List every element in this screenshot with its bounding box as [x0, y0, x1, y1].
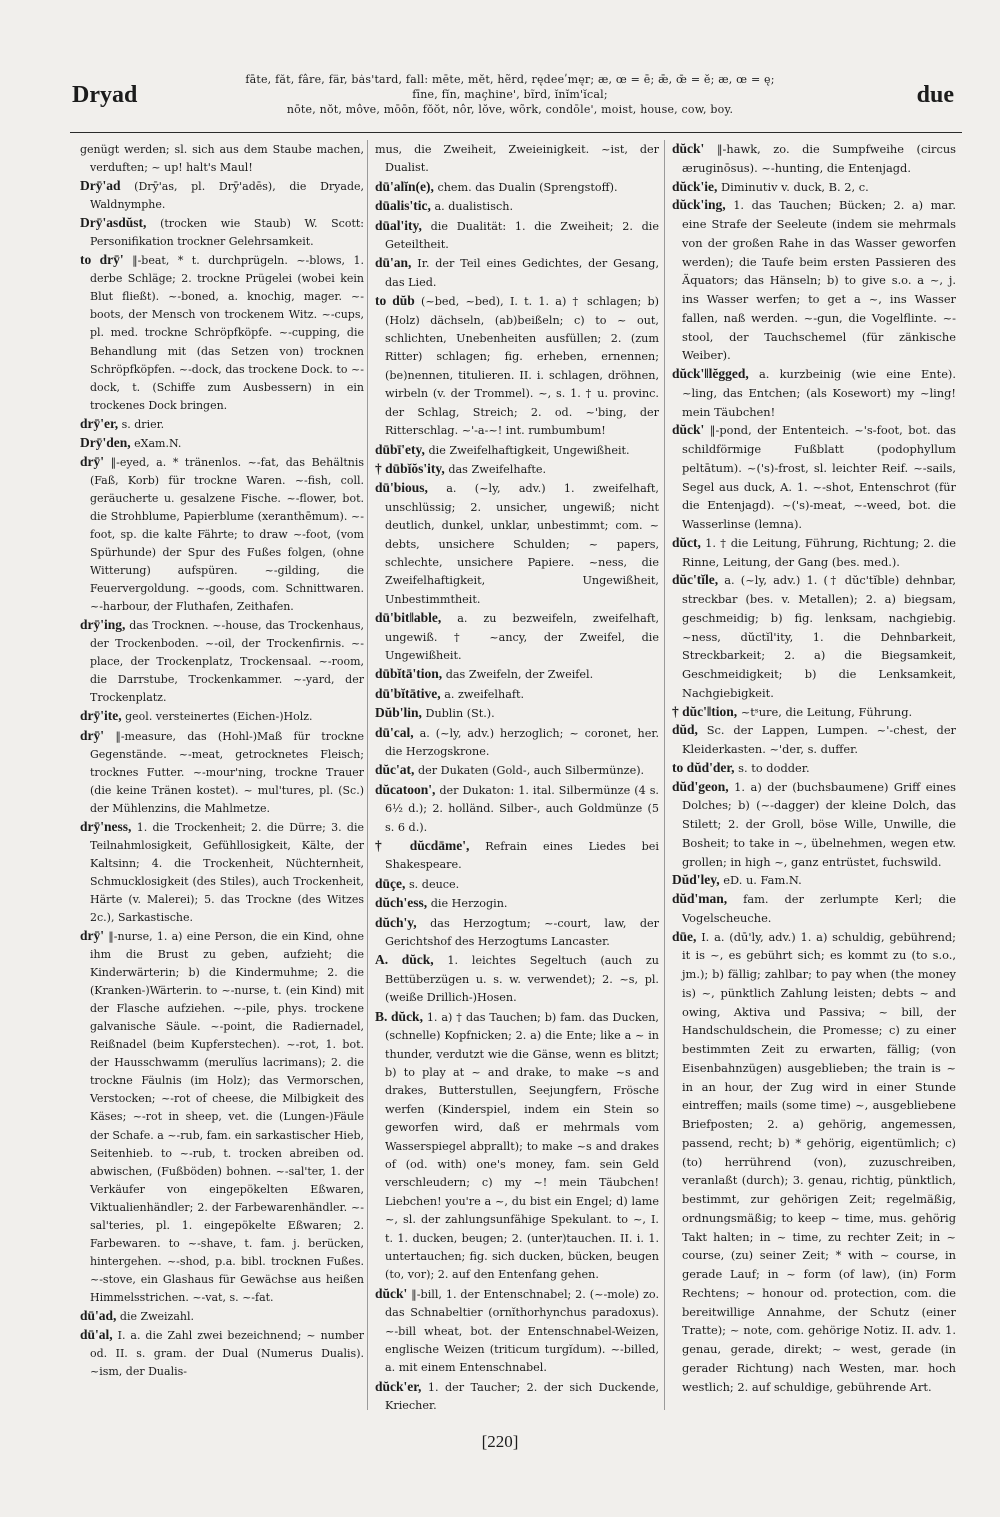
entry-definition: I. a. die Zahl zwei bezeichnend; ~ number od. II. s. gram. der Dual (Numerus Dualis). ~ism, der Dualis- [90, 1329, 365, 1379]
entry-headword: drȳ'er, [80, 415, 119, 431]
entry-headword: dŭck'ie, [672, 178, 718, 194]
dictionary-entry [375, 914, 659, 952]
entry-headword: dū'ad, [80, 1308, 117, 1323]
dictionary-entry [375, 951, 659, 1007]
dictionary-entry [375, 761, 659, 780]
entry-definition: Ir. der Teil eines Gedichtes, der Gesang, das Lied. [385, 257, 660, 289]
entry-headword: dūbĭtā'tion, [375, 666, 443, 682]
dictionary-entry [80, 927, 364, 1307]
entry-definition: 1. † die Leitung, Führung, Richtung; 2. die Rinne, Leitung, der Gang (bes. med.). [682, 535, 957, 569]
entry-definition: a. (~ly, adv.) 1. zweifelhaft, unschlüssig; 2. unsicher, ungewiß; nicht deutlich, dunkel, unklar, unbestimmt; com. ~ debts, unsichere Schulden; ~ papers, schlechte, unsichere Papiere. ~ness, die Zweifelhaftigkeit, Ungewißheit, Unbestimmtheit. [385, 482, 659, 606]
dictionary-entry [672, 178, 956, 197]
entry-definition: 1. leichtes Segeltuch (auch zu Bettüberzügen u. s. w. verwendet); 2. ~s, pl. (weiße Drillich-)Hosen. [385, 954, 659, 1005]
dictionary-entry [80, 453, 364, 616]
dictionary-entry [80, 140, 364, 177]
column-right [672, 140, 956, 1396]
entry-definition: das Herzogtum; ~-court, law, der Gerichtshof des Herzogtums Lancaster. [385, 916, 659, 949]
entry-headword: † dŭc'‖tion, [672, 703, 738, 719]
entry-definition: s. to dodder. [738, 760, 810, 775]
entry-definition: ‖-bill, 1. der Entenschnabel; 2. (~-mole) zo. das Schnabeltier (ornĭthorhynchus paradoxus). ~-bill wheat, bot. der Entenschnabel-Weizen, englische Weizen (triticum turgĭdum). ~-billed, a. mit einem Entenschnabel. [385, 1287, 659, 1375]
entry-definition: 1. die Trockenheit; 2. die Dürre; 3. die Teilnahmlosigkeit, Gefühllosigkeit, Kälte, der Kaltsinn; 4. die Trockenheit, Nüchternheit, Schmucklosigkeit (des Stiles), auch Trockenheit, Härte (v. Malerei); 5. das Trockne (des Witzes 2c.), Sarkastische. [90, 820, 365, 924]
dictionary-entry [375, 894, 659, 913]
entry-headword: dūbī'ety, [375, 441, 425, 457]
entry-definition: ‖-hawk, zo. die Sumpfweihe (circus æruginōsus). ~-hunting, die Entenjagd. [682, 142, 957, 175]
pronunciation-key [230, 72, 790, 117]
entry-headword: dū'bĭtātive, [375, 685, 441, 701]
entry-headword: to dŭb [375, 293, 415, 309]
entry-headword: drȳ' [80, 453, 105, 469]
dictionary-entry [80, 727, 364, 818]
dictionary-entry [672, 721, 956, 759]
entry-definition: ‖-beat, * t. durchprügeln. ~-blows, 1. derbe Schläge; 2. trockne Prügelei (wobei kein Blut fließt). ~-boned, a. knochig, mager. ~-boots, der Mensch von trockenem Witz. ~-cups, pl. med. trockne Schröpfköpfe. ~-cupping, die Behandlung mit (das Setzen von) trocknen Schröpfköpfen. ~-dock, das trockene Dock. to ~-dock, t. (Schiffe zum Ausbessern) in ein trockenes Dock bringen. [90, 254, 364, 412]
entry-headword: dū'bit‖able, [375, 610, 442, 626]
entry-headword: dū'bious, [375, 480, 428, 496]
dictionary-entry [375, 197, 659, 216]
dictionary-entry [375, 875, 659, 894]
dictionary-entry [375, 1285, 659, 1378]
dictionary-entry [672, 928, 956, 1397]
column-divider [367, 140, 368, 1410]
entry-definition: 1. a) der (buchsbaumene) Griff eines Dolches; b) (~-dagger) der kleine Dolch, das Stilett; 2. der Groll, böse Wille, Unwille, die Bosheit; to take in ~, übelnehmen, wegen etw. grollen; in high ~, ganz entrüstet, fuchswild. [682, 779, 956, 869]
entry-definition: die Dualität: 1. die Zweiheit; 2. die Geteiltheit. [385, 219, 659, 252]
entry-headword: dŭck'er, [375, 1378, 422, 1394]
dictionary-entry [375, 1008, 659, 1285]
entry-definition: der Dukaten (Gold-, auch Silbermünze). [417, 764, 645, 778]
pronunciation-key-line: fāte, făt, fâre, fär, bȧs'tard, fall: mēte, mĕt, hẽrd, rędeeʹmęr; æ, œ = ē; ǣ, œ̄ = ĕ; æ, œ = ę; [245, 73, 775, 86]
entry-definition: ~tˢure, die Leitung, Führung. [740, 704, 913, 719]
entry-definition: eD. u. Fam.N. [723, 873, 802, 888]
dictionary-entry [672, 571, 956, 702]
entry-headword: Drȳ'asdŭst, [80, 215, 147, 231]
dictionary-entry [672, 196, 956, 365]
dictionary-entry [375, 1378, 659, 1416]
column-middle [375, 140, 659, 1416]
entry-definition: 1. a) † das Tauchen; b) fam. das Ducken, (schnelle) Kopfnicken; 2. a) die Ente; like a ~ in thunder, verdutzt wie die Gänse, wenn es blitzt; b) to play at ~ and drake, to make ~s and drakes, Butterstullen, Seejungfern, Frösche werfen (Kinderspiel, indem ein Stein so geworfen wird, daß er mehrmals vom Wasserspiegel abprallt); to make ~s and drakes of (od. with) one's money, fam. sein Geld verschleudern; c) my ~! mein Täubchen! Liebchen! you're a ~, du bist ein Engel; d) lame ~, sl. der zahlungsunfähige Spekulant. to ~, I. t. 1. ducken, beugen; 2. (unter)tauchen. II. i. 1. untertauchen; fig. sich ducken, bücken, beugen (to, vor); 2. auf den Entenfang gehen. [385, 1010, 659, 1282]
entry-headword: B. dŭck, [375, 1008, 423, 1024]
entry-definition: a. (~ly, adv.) herzoglich; ~ coronet, her. die Herzogskrone. [385, 726, 659, 758]
entry-headword: dŭck'‖lĕgged, [672, 366, 749, 381]
dictionary-entry [672, 140, 956, 178]
entry-definition: s. deuce. [408, 877, 460, 891]
entry-headword: dŭc'tĭle, [672, 572, 719, 588]
entry-headword: dŭck' [375, 1285, 408, 1301]
dictionary-entry [375, 781, 659, 837]
pronunciation-key-line: nōte, nŏt, môve, mōōn, fŏŏt, nôr, lŏve, wõrk, condōle', moist, house, cow, boy. [286, 103, 734, 116]
entry-definition: a. zweifelhaft. [444, 687, 525, 701]
entry-headword: Drȳ'den, [80, 434, 131, 450]
entry-definition: I. a. (dū'ly, adv.) 1. a) schuldig, gebührend; it is ~, es gebührt sich; es kommt zu (to s.o., jm.); b) fällig; zahlbar; to pay when (the money is) ~, pünktlich Zahlung leisten; debts ~ and owing, Aktiva und Passiva; ~ bill, der Handschuldschein, die Promesse; c) zu einer bestimmten Zeit zu erwarten, fällig; (von Eisenbahnzügen) ausgeblieben; the train is ~ in an hour, der Zug wird in einer Stunde eintreffen; mails (some time) ~, ausgebliebene Briefposten; 2. a) gehörig, angemessen, passend, recht; b) * gehörig, eigentümlich; c) (to) herrührend (von), zuzuschreiben, veranlaßt (durch); 3. genau, richtig, pünktlich, bestimmt, zur gehörigen Zeit; regelmäßig, ordnungsmäßig; to keep ~ time, mus. gehörig Takt halten; in ~ time, zu rechter Zeit; in ~ course, (zu) seiner Zeit; * with ~ course, in gerade Lauf; in ~ form (of law), (in) Form Rechtens; ~ honour od. protection, com. die bereitwillige Annahme, der Schutz (einer Tratte); ~ note, com. gehörige Notiz. II. adv. 1. genau, gerade, direkt; ~ west, gerade (in gerader Richtung) nach Westen, mar. hoch westlich; 2. auf schuldige, gebührende Art. [682, 929, 956, 1394]
entry-definition: ‖-eyed, a. * tränenlos. ~-fat, das Behältnis (Faß, Korb) für trockne Waren. ~-fish, coll. geräucherte u. gesalzene Fische. ~-flower, bot. die Strohblume, Papierblume (xeranthēmum). ~-foot, sp. die kalte Fährte; to draw ~-foot, (vom Spürhunde) der Spur des Fußes folgen, (ohne Witterung) aufspüren. ~-gilding, die Feuervergoldung. ~-goods, com. Schnittwaren. ~-harbour, der Fluthafen, Zeithafen. [90, 455, 364, 614]
entry-definition: 1. der Taucher; 2. der sich Duckende, Kriecher. [385, 1380, 659, 1413]
entry-headword: Dŭd'ley, [672, 872, 720, 888]
entry-definition: (Drȳ'as, pl. Drȳ'adēs), die Dryade, Waldnymphe. [90, 180, 364, 212]
entry-headword: drȳ' [80, 928, 105, 944]
dictionary-entry [375, 217, 659, 255]
dictionary-entry [80, 616, 364, 707]
entry-definition: genügt werden; sl. sich aus dem Staube machen, verduften; ~ up! halt's Maul! [80, 143, 364, 175]
entry-headword: to dŭd'der, [672, 759, 735, 775]
entry-headword: dŭct, [672, 534, 701, 550]
dictionary-entry [375, 665, 659, 684]
entry-headword: Dŭb'lin, [375, 705, 422, 721]
dictionary-entry [375, 254, 659, 292]
entry-definition: 1. das Tauchen; Bücken; 2. a) mar. eine Strafe der Seeleute (indem sie mehrmals von der großen Rahe in das Wasser geworfen werden); die Taufe beim ersten Passieren des Äquators; das Hänseln; b) to give s.o. a ~, j. ins Wasser werfen; to get a ~, ins Wasser fallen, naß werden. ~-gun, die Vogelflinte. ~-stool, der Tauchschemel (für zänkische Weiber). [682, 198, 956, 363]
entry-headword: dŭck' [672, 141, 705, 156]
entry-headword: dūal'ity, [375, 217, 422, 233]
dictionary-entry [80, 251, 364, 414]
entry-definition: (~bed, ~bed), I. t. 1. a) † schlagen; b) (Holz) dächseln, (ab)beißeln; c) to ~ out, schlichten, Unebenheiten ausfüllen; 2. (zum Ritter) schlagen; fig. erheben, ernennen; (be)nennen, titulieren. II. i. schlagen, dröhnen, wirbeln (v. der Trommel). ~, s. 1. † u. provinc. der Schlag, Streich; 2. od. ~'bing, der Ritterschlag. ~'-a-~! int. rumbumbum! [385, 295, 659, 438]
dictionary-entry [80, 214, 364, 251]
dictionary-entry [672, 759, 956, 778]
dictionary-entry [672, 778, 956, 872]
entry-definition: chem. das Dualin (Sprengstoff). [437, 180, 618, 194]
entry-definition: fam. der zerlumpte Kerl; die Vogelscheuche. [682, 892, 956, 925]
entry-definition: die Zweizahl. [119, 1310, 195, 1323]
page-number: [220] [481, 1432, 519, 1451]
entry-definition: Refrain eines Liedes bei Shakespeare. [385, 840, 660, 872]
dictionary-entry [375, 441, 659, 460]
entry-headword: dŭd, [672, 722, 698, 738]
pronunciation-key-line: fīne, fĭn, maçhine', bĩrd, ĭnĭm'ĭcal; [412, 88, 608, 101]
dictionary-entry [375, 292, 659, 440]
entry-definition: ‖-pond, der Ententeich. ~'s-foot, bot. das schildförmige Fußblatt (podophyllum peltātum). ~('s)-frost, sl. leichter Reif. ~-sails, Segel aus duck, A. 1. ~-shot, Entenschrot (für die Entenjagd). ~('s)-meat, ~-weed, bot. die Wasserlinse (lemna). [682, 423, 957, 531]
header-rule [70, 132, 962, 133]
dictionary-entry [375, 704, 659, 723]
dictionary-entry [375, 479, 659, 609]
entry-definition: Diminutiv v. duck, B. 2, c. [721, 179, 869, 194]
entry-headword: Drȳ'ad [80, 178, 121, 194]
dictionary-entry [375, 837, 659, 875]
entry-definition: die Herzogin. [430, 897, 508, 911]
column-left [80, 140, 364, 1381]
dictionary-entry [80, 177, 364, 214]
dictionary-entry [672, 365, 956, 421]
dictionary-entry [672, 871, 956, 890]
entry-headword: dūe, [672, 928, 697, 944]
entry-definition: die Zweifelhaftigkeit, Ungewißheit. [428, 443, 630, 457]
dictionary-entry [672, 703, 956, 722]
entry-headword: drȳ'ing, [80, 617, 126, 633]
entry-definition: das Trocknen. ~-house, das Trockenhaus, der Trockenboden. ~-oil, der Trockenfirnis. ~-place, der Trockenplatz, Trockensaal. ~-room, die Darrstube, Trockenkammer. ~-yard, der Trockenplatz. [90, 619, 365, 705]
entry-definition: Sc. der Lappen, Lumpen. ~'-chest, der Kleiderkasten. ~'der, s. duffer. [682, 723, 957, 756]
entry-headword: A. dŭck, [375, 952, 434, 968]
entry-headword: † dŭcdāme', [375, 838, 470, 854]
entry-headword: dŭch'y, [375, 914, 417, 930]
entry-headword: † dūbĭŏs'ity, [375, 460, 445, 476]
entry-headword: dŭck'ing, [672, 197, 726, 213]
entry-definition: der Dukaton: 1. ital. Silbermünze (4 s. 6½ d.); 2. holländ. Silber-, auch Goldmünze (5 s. 6 d.). [385, 783, 659, 834]
entry-definition: mus, die Zweiheit, Zweieinigkeit. ~ist, der Dualist. [375, 143, 659, 175]
entry-definition: s. drier. [121, 417, 165, 431]
dictionary-entry [672, 421, 956, 534]
dictionary-entry [80, 415, 364, 434]
dictionary-entry [375, 724, 659, 762]
dictionary-entry [80, 818, 364, 927]
entry-headword: dū'an, [375, 255, 412, 271]
dictionary-entry [375, 460, 659, 479]
dictionary-entry [375, 178, 659, 197]
entry-definition: Dublin (St.). [425, 707, 495, 721]
entry-definition: das Zweifelhafte. [448, 462, 547, 476]
entry-headword: drȳ'ite, [80, 708, 122, 724]
entry-headword: dŭch'ess, [375, 895, 428, 911]
dictionary-entry [672, 890, 956, 928]
guide-word-right: due [916, 82, 954, 108]
entry-definition: ‖-nurse, 1. a) eine Person, die ein Kind, ohne ihm die Brust zu geben, aufzieht; die Kinderwärterin; b) die Kindermuhme; 2. die (Kranken-)Wärterin. to ~-nurse, t. (ein Kind) mit der Flasche aufziehen. ~-pile, phys. trockene galvanische Säule. ~-point, die Radiernadel, Reißnadel (beim Kupferstechen). ~-rot, 1. bot. der Hausschwamm (merulĭus lacrimans); 2. die trockne Fäulnis (im Holz); das Vermorschen, Verstocken; ~-rot of cheese, die Milbigkeit des Käses; ~-rot in sheep, vet. die (Lungen-)Fäule der Schafe. a ~-rub, fam. ein sarkastischer Hieb, Seitenhieb. to ~-rub, t. trocken abreiben od. abwischen, (Fußböden) bohnen. ~-sal'ter, 1. der Verkäufer von eingepökelten Eßwaren, Viktualienhändler; 2. der Farbewarenhändler. ~-sal'teries, pl. 1. eingepökelte Eßwaren; 2. Farbewaren. to ~-shave, t. fam. j. berücken, hintergehen. ~-shod, p.a. bibl. trocknen Fußes. ~-stove, ein Glashaus für Gewächse aus heißen Himmelsstrichen. ~-vat, s. ~-fat. [90, 930, 364, 1304]
entry-definition: eXam.N. [134, 436, 182, 450]
entry-definition: ‖-measure, das (Hohl-)Maß für trockne Gegenstände. ~-meat, getrocknetes Fleisch; trocknes Futter. ~-mour'ning, trockne Trauer (die keine Tränen kostet). ~ mul'tures, pl. (Sc.) der Mühlenzins, die Mahlmetze. [90, 729, 364, 815]
entry-definition: das Zweifeln, der Zweifel. [445, 668, 594, 682]
entry-headword: dūçe, [375, 875, 406, 891]
entry-definition: a. (~ly, adv.) 1. († dŭc'tĭble) dehnbar, streckbar (bes. v. Metallen); 2. a) biegsam, geschmeidig; b) fig. lenksam, nachgiebig. ~ness, dŭctĭl'ity, 1. die Dehnbarkeit, Streckbarkeit; 2. a) die Biegsamkeit, Geschmeidigkeit; b) die Lenksamkeit, Nachgiebigkeit. [682, 573, 957, 700]
entry-headword: drȳ'ness, [80, 818, 132, 834]
entry-headword: dū'al, [80, 1327, 113, 1343]
dictionary-entry [375, 685, 659, 704]
entry-definition: a. dualistisch. [434, 200, 514, 214]
dictionary-entry [80, 707, 364, 726]
dictionary-entry [672, 534, 956, 572]
entry-definition: a. kurzbeinig (wie eine Ente). ~ling, das Entchen; (als Kosewort) my ~ling! mein Täubchen! [682, 367, 956, 419]
column-divider [664, 140, 665, 1410]
entry-headword: drȳ' [80, 727, 105, 743]
entry-headword: dŭck' [672, 422, 705, 438]
dictionary-entry [80, 1326, 364, 1381]
dictionary-entry [375, 140, 659, 178]
entry-definition: a. zu bezweifeln, zweifelhaft, ungewiß. † ~ancy, der Zweifel, die Ungewißheit. [385, 612, 660, 662]
entry-headword: to drȳ' [80, 252, 124, 268]
dictionary-entry [80, 434, 364, 453]
entry-definition: (trocken wie Staub) W. Scott: Personifikation trockner Gelehrsamkeit. [90, 217, 365, 249]
entry-headword: dūalis'tic, [375, 198, 431, 214]
entry-headword: dŭc'at, [375, 762, 415, 778]
dictionary-entry [80, 1307, 364, 1326]
entry-headword: dū'alĭn(e), [375, 178, 434, 194]
entry-headword: dū'cal, [375, 724, 414, 740]
entry-headword: dŭcatoon', [375, 781, 436, 797]
guide-word-left: Dryad [72, 82, 138, 108]
entry-headword: dŭd'man, [672, 891, 728, 906]
dictionary-entry [375, 609, 659, 665]
entry-definition: geol. versteinertes (Eichen-)Holz. [125, 710, 313, 724]
entry-headword: dŭd'geon, [672, 778, 729, 794]
